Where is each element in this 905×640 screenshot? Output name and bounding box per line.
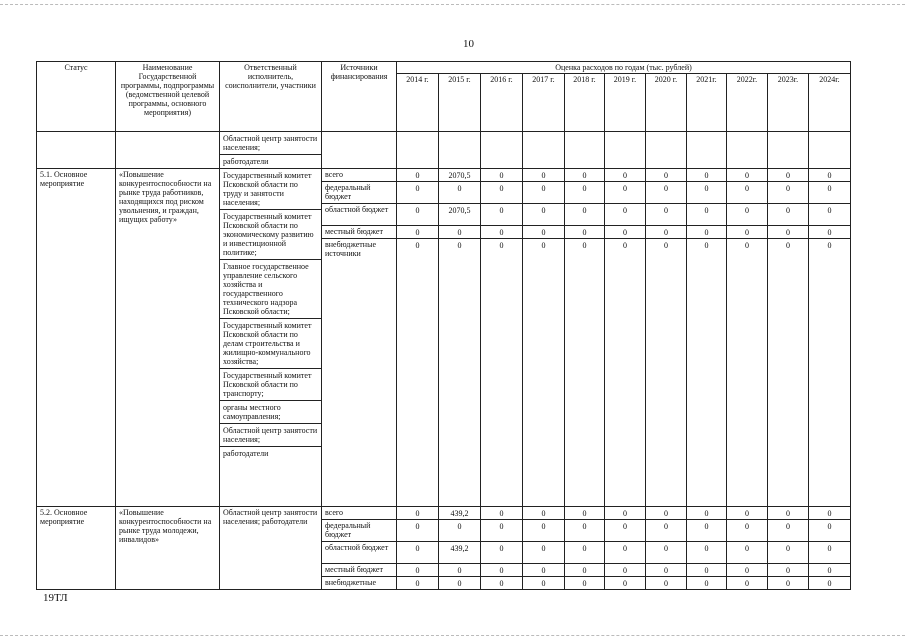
value-cell: 0 [565, 564, 605, 577]
value-cell: 0 [397, 542, 439, 564]
funding-source: местный бюджет [322, 564, 397, 577]
value-cell: 0 [565, 239, 605, 507]
value-cell: 0 [481, 520, 523, 542]
value-cell: 0 [397, 520, 439, 542]
value-cell: 0 [481, 182, 523, 204]
value-cell: 0 [523, 520, 565, 542]
value-cell: 0 [768, 182, 809, 204]
value-cell: 0 [768, 204, 809, 226]
empty-cell [439, 132, 481, 169]
source-row [37, 169, 851, 182]
carry-over-row [37, 132, 851, 169]
value-cell: 0 [646, 204, 687, 226]
value-cell: 0 [523, 226, 565, 239]
value-cell: 0 [605, 564, 646, 577]
value-cell: 0 [397, 204, 439, 226]
value-cell: 0 [605, 182, 646, 204]
funding-source: областной бюджет [322, 204, 397, 226]
value-cell: 0 [727, 182, 768, 204]
header-year: 2018 г. [565, 74, 605, 132]
value-cell: 0 [523, 169, 565, 182]
value-cell: 0 [727, 169, 768, 182]
value-cell: 0 [727, 542, 768, 564]
value-cell: 0 [523, 577, 565, 590]
value-cell: 0 [809, 564, 851, 577]
value-cell: 0 [768, 226, 809, 239]
carry-over-responsible [220, 132, 322, 169]
value-cell: 0 [646, 182, 687, 204]
value-cell: 0 [397, 507, 439, 520]
responsible-item: Главное государственное управление сельского хозяйства и государственного технического надзора Псковской области; [220, 260, 321, 319]
value-cell: 0 [565, 226, 605, 239]
value-cell: 0 [646, 542, 687, 564]
value-cell: 0 [646, 239, 687, 507]
value-cell: 0 [646, 507, 687, 520]
value-cell: 0 [809, 520, 851, 542]
value-cell: 0 [523, 204, 565, 226]
funding-source: всего [322, 169, 397, 182]
value-cell: 0 [687, 239, 727, 507]
value-cell: 0 [727, 204, 768, 226]
responsible-item: Государственный комитет Псковской области по труду и занятости населения; [220, 169, 321, 210]
scan-top-edge [0, 4, 905, 5]
header-name: Наименование Государственной программы, подпрограммы (ведомственной целевой программы, основного мероприятия) [116, 62, 220, 132]
measure-status: 5.2. Основное мероприятие [37, 507, 116, 590]
value-cell: 0 [523, 564, 565, 577]
value-cell: 0 [687, 520, 727, 542]
value-cell: 0 [565, 507, 605, 520]
value-cell: 0 [481, 577, 523, 590]
value-cell: 0 [727, 564, 768, 577]
budget-table [36, 61, 851, 590]
value-cell: 0 [481, 564, 523, 577]
value-cell: 0 [727, 226, 768, 239]
value-cell: 0 [768, 520, 809, 542]
value-cell: 439,2 [439, 507, 481, 520]
responsible-item: Государственный комитет Псковской области по транспорту; [220, 369, 321, 401]
value-cell: 2070,5 [439, 204, 481, 226]
value-cell: 0 [523, 239, 565, 507]
value-cell: 0 [605, 542, 646, 564]
value-cell: 0 [687, 182, 727, 204]
responsible-item: Государственный комитет Псковской области по делам строительства и жилищно-коммунального хозяйства; [220, 319, 321, 369]
value-cell: 0 [809, 169, 851, 182]
header-responsible: Ответственный исполнитель, соисполнители, участники [220, 62, 322, 132]
funding-source: федеральный бюджет [322, 520, 397, 542]
value-cell: 0 [768, 564, 809, 577]
value-cell: 0 [397, 577, 439, 590]
value-cell: 0 [439, 239, 481, 507]
header-estimate: Оценка расходов по годам (тыс. рублей) [397, 62, 851, 74]
header-year: 2022г. [727, 74, 768, 132]
measure-name: «Повышение конкурентоспособности на рынке труда работников, находящихся под риском увольнения, и граждан, ищущих работу» [116, 169, 220, 507]
empty-cell [481, 132, 523, 169]
empty-cell [646, 132, 687, 169]
empty-cell [37, 132, 116, 169]
header-year: 2019 г. [605, 74, 646, 132]
header-year: 2017 г. [523, 74, 565, 132]
page-number: 10 [463, 38, 474, 50]
value-cell: 0 [397, 169, 439, 182]
value-cell: 0 [397, 226, 439, 239]
measure-responsible: Областной центр занятости населения; работодатели [220, 507, 322, 590]
value-cell: 0 [605, 239, 646, 507]
responsible-item: работодатели [223, 449, 269, 458]
value-cell: 0 [809, 239, 851, 507]
value-cell: 0 [439, 577, 481, 590]
value-cell: 0 [565, 577, 605, 590]
value-cell: 0 [646, 520, 687, 542]
header-row-1 [37, 62, 851, 74]
value-cell: 0 [523, 542, 565, 564]
value-cell: 0 [481, 169, 523, 182]
value-cell: 0 [439, 226, 481, 239]
value-cell: 0 [809, 204, 851, 226]
value-cell: 2070,5 [439, 169, 481, 182]
value-cell: 0 [687, 169, 727, 182]
funding-source: всего [322, 507, 397, 520]
header-year: 2021г. [687, 74, 727, 132]
funding-source: областной бюджет [322, 542, 397, 564]
value-cell: 0 [687, 204, 727, 226]
funding-source: местный бюджет [322, 226, 397, 239]
value-cell: 0 [646, 564, 687, 577]
value-cell: 0 [809, 507, 851, 520]
table-body [37, 62, 851, 590]
value-cell: 0 [809, 182, 851, 204]
empty-cell [727, 132, 768, 169]
value-cell: 0 [687, 226, 727, 239]
value-cell: 0 [565, 204, 605, 226]
value-cell: 0 [565, 169, 605, 182]
document-code: 19ТЛ [43, 592, 68, 604]
measure-name: «Повышение конкурентоспособности на рынке труда молодежи, инвалидов» [116, 507, 220, 590]
value-cell: 0 [768, 239, 809, 507]
value-cell: 0 [565, 182, 605, 204]
header-year: 2014 г. [397, 74, 439, 132]
value-cell: 0 [605, 507, 646, 520]
empty-cell [565, 132, 605, 169]
header-year: 2020 г. [646, 74, 687, 132]
value-cell: 0 [605, 204, 646, 226]
value-cell: 0 [523, 182, 565, 204]
value-cell: 0 [687, 564, 727, 577]
value-cell: 0 [605, 169, 646, 182]
empty-cell [809, 132, 851, 169]
value-cell: 0 [768, 507, 809, 520]
empty-cell [768, 132, 809, 169]
value-cell: 0 [727, 507, 768, 520]
header-year: 2024г. [809, 74, 851, 132]
value-cell: 0 [727, 520, 768, 542]
responsible-item: Областной центр занятости населения; [220, 132, 321, 155]
value-cell: 0 [481, 204, 523, 226]
value-cell: 0 [397, 182, 439, 204]
value-cell: 0 [646, 577, 687, 590]
funding-source: федеральный бюджет [322, 182, 397, 204]
measure-status: 5.1. Основное мероприятие [37, 169, 116, 507]
value-cell: 0 [646, 226, 687, 239]
value-cell: 439,2 [439, 542, 481, 564]
value-cell: 0 [687, 507, 727, 520]
value-cell: 0 [646, 169, 687, 182]
value-cell: 0 [687, 542, 727, 564]
empty-cell [687, 132, 727, 169]
header-year: 2016 г. [481, 74, 523, 132]
responsible-item: работодатели [223, 157, 269, 166]
value-cell: 0 [481, 542, 523, 564]
empty-cell [116, 132, 220, 169]
value-cell: 0 [809, 226, 851, 239]
empty-cell [523, 132, 565, 169]
value-cell: 0 [439, 564, 481, 577]
value-cell: 0 [809, 542, 851, 564]
value-cell: 0 [481, 239, 523, 507]
value-cell: 0 [605, 520, 646, 542]
header-source: Источники финансирования [322, 62, 397, 132]
value-cell: 0 [481, 507, 523, 520]
value-cell: 0 [397, 239, 439, 507]
empty-cell [397, 132, 439, 169]
value-cell: 0 [727, 239, 768, 507]
value-cell: 0 [768, 577, 809, 590]
value-cell: 0 [565, 520, 605, 542]
header-year: 2023г. [768, 74, 809, 132]
value-cell: 0 [768, 542, 809, 564]
value-cell: 0 [605, 577, 646, 590]
value-cell: 0 [397, 564, 439, 577]
value-cell: 0 [565, 542, 605, 564]
source-row [37, 507, 851, 520]
empty-cell [322, 132, 397, 169]
value-cell: 0 [605, 226, 646, 239]
value-cell: 0 [727, 577, 768, 590]
value-cell: 0 [439, 520, 481, 542]
value-cell: 0 [768, 169, 809, 182]
value-cell: 0 [809, 577, 851, 590]
scan-bottom-edge [0, 635, 905, 636]
value-cell: 0 [523, 507, 565, 520]
funding-source: внебюджетные [322, 577, 397, 590]
responsible-item: органы местного самоуправления; [220, 401, 321, 424]
value-cell: 0 [439, 182, 481, 204]
responsible-item: Областной центр занятости населения; [220, 424, 321, 447]
funding-source: внебюджетные источники [322, 239, 397, 507]
value-cell: 0 [687, 577, 727, 590]
header-year: 2015 г. [439, 74, 481, 132]
header-status: Статус [37, 62, 116, 132]
value-cell: 0 [481, 226, 523, 239]
measure-responsible [220, 169, 322, 507]
responsible-item: Государственный комитет Псковской области по экономическому развитию и инвестиционной политике; [220, 210, 321, 260]
empty-cell [605, 132, 646, 169]
